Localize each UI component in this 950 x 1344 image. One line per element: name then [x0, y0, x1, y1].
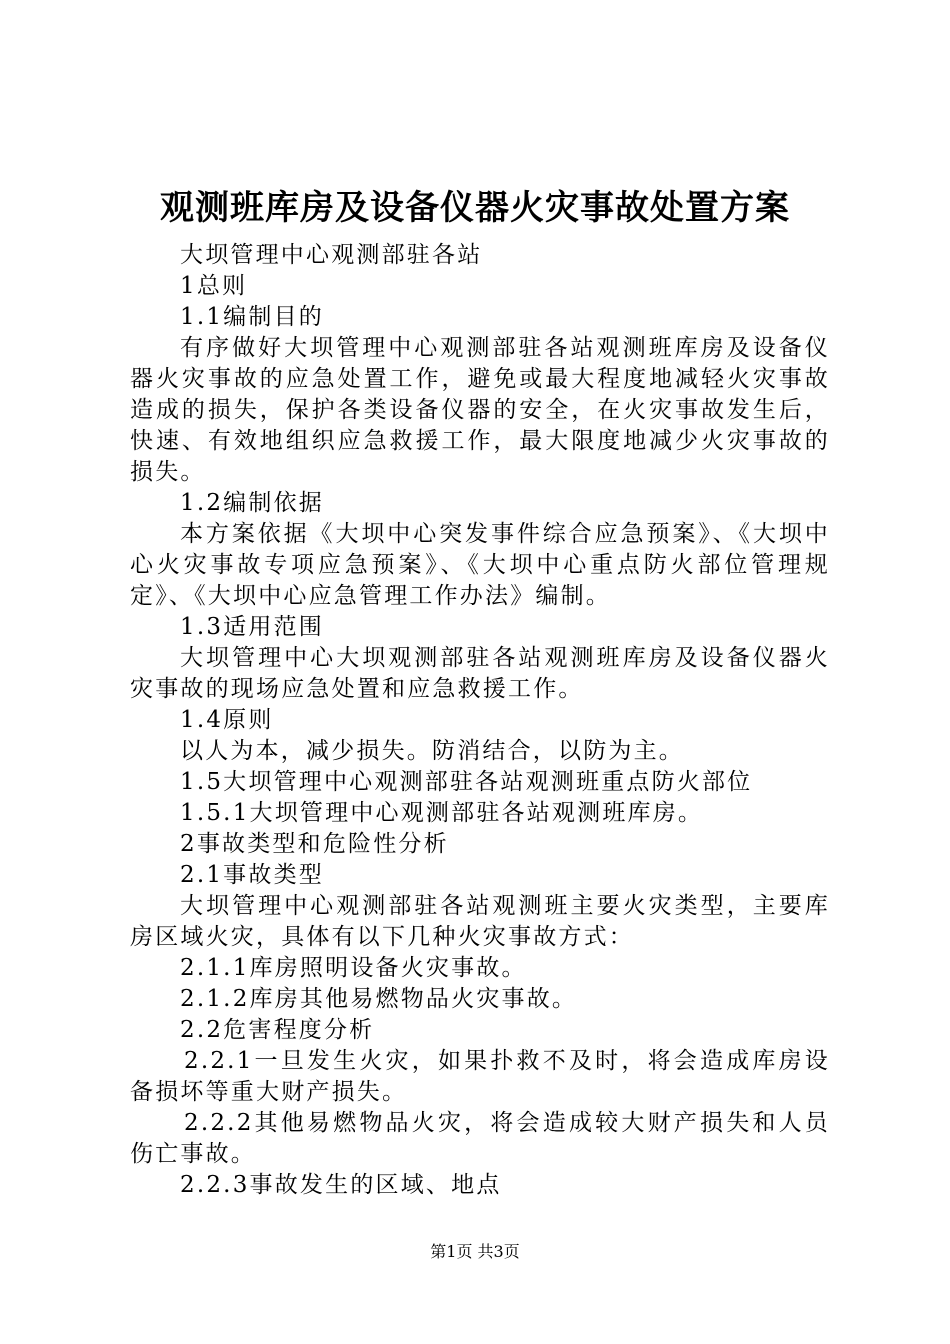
paragraph: 2.1.2库房其他易燃物品火灾事故。 — [180, 986, 578, 1012]
section-heading: 2.1事故类型 — [180, 862, 324, 888]
document-title: 观测班库房及设备仪器火灾事故处置方案 — [160, 188, 790, 228]
section-heading: 1.1编制目的 — [180, 304, 324, 330]
paragraph: 本方案依据《大坝中心突发事件综合应急预案》、《大坝中心火灾事故专项应急预案》、《大坝中心重点防火部位管理规定》、《大坝中心应急管理工作办法》编制。 — [130, 521, 830, 609]
page-footer: 第1页 共3页 — [430, 1242, 520, 1261]
paragraph: 大坝管理中心大坝观测部驻各站观测班库房及设备仪器火灾事故的现场应急处置和应急救援工作。 — [130, 645, 830, 702]
section-heading: 1.4原则 — [180, 707, 274, 733]
paragraph: 2.1.1库房照明设备火灾事故。 — [180, 955, 527, 981]
section-heading: 1.3适用范围 — [180, 614, 324, 640]
section-heading: 1总则 — [180, 273, 248, 299]
section-heading: 1.5大坝管理中心观测部驻各站观测班重点防火部位 — [180, 769, 753, 795]
section-heading: 2.2.3事故发生的区域、地点 — [180, 1172, 502, 1198]
paragraph: 2.2.2其他易燃物品火灾，将会造成较大财产损失和人员伤亡事故。 — [130, 1110, 830, 1167]
document-body — [130, 240, 830, 1201]
paragraph: 有序做好大坝管理中心观测部驻各站观测班库房及设备仪器火灾事故的应急处置工作，避免或最大程度地减轻火灾事故造成的损失，保护各类设备仪器的安全，在火灾事故发生后，快速、有效地组织应急救援工作，最大限度地减少火灾事故的损失。 — [130, 335, 830, 485]
section-heading: 2事故类型和危险性分析 — [180, 831, 449, 857]
section-heading: 1.2编制依据 — [180, 490, 324, 516]
paragraph: 以人为本，减少损失。防消结合，以防为主。 — [180, 738, 684, 764]
paragraph: 大坝管理中心观测部驻各站观测班主要火灾类型，主要库房区域火灾，具体有以下几种火灾事故方式： — [130, 893, 830, 950]
section-heading: 2.2危害程度分析 — [180, 1017, 375, 1043]
paragraph: 2.2.1一旦发生火灾，如果扑救不及时，将会造成库房设备损坏等重大财产损失。 — [130, 1048, 830, 1105]
paragraph: 1.5.1大坝管理中心观测部驻各站观测班库房。 — [180, 800, 704, 826]
paragraph: 大坝管理中心观测部驻各站 — [180, 242, 483, 268]
